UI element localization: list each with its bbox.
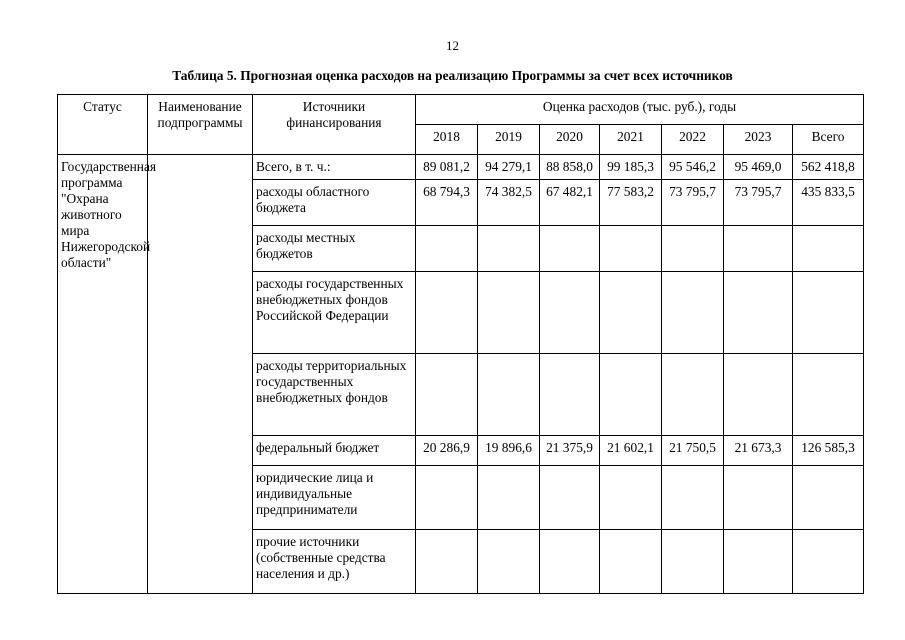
expense-estimate-table — [57, 94, 864, 594]
year-value: 99 185,3 — [600, 155, 662, 180]
funding-source: расходы территориальных государственных внебюджетных фондов — [253, 354, 416, 436]
year-value — [662, 226, 724, 272]
page-number: 12 — [446, 38, 459, 53]
year-value: 21 375,9 — [540, 436, 600, 466]
year-value: 74 382,5 — [478, 180, 540, 226]
year-value — [600, 354, 662, 436]
header-year: 2021 — [600, 125, 662, 155]
total-value: 435 833,5 — [793, 180, 864, 226]
year-value — [478, 466, 540, 530]
total-value — [793, 272, 864, 354]
funding-source: расходы областного бюджета — [253, 180, 416, 226]
year-value — [540, 466, 600, 530]
year-value: 21 673,3 — [724, 436, 793, 466]
total-value: 126 585,3 — [793, 436, 864, 466]
year-value — [662, 530, 724, 594]
year-value — [600, 226, 662, 272]
total-value — [793, 226, 864, 272]
header-year: 2018 — [416, 125, 478, 155]
year-value — [600, 272, 662, 354]
funding-source: расходы местных бюджетов — [253, 226, 416, 272]
year-value — [662, 272, 724, 354]
year-value: 88 858,0 — [540, 155, 600, 180]
year-value — [416, 354, 478, 436]
year-value — [724, 466, 793, 530]
year-value — [540, 354, 600, 436]
year-value — [724, 226, 793, 272]
year-value — [662, 466, 724, 530]
year-value — [540, 272, 600, 354]
table-row — [58, 155, 864, 180]
funding-source: прочие источники (собственные средства населения и др.) — [253, 530, 416, 594]
year-value — [416, 226, 478, 272]
year-value: 19 896,6 — [478, 436, 540, 466]
year-value: 94 279,1 — [478, 155, 540, 180]
year-value — [600, 466, 662, 530]
year-value — [724, 272, 793, 354]
year-value — [724, 354, 793, 436]
year-value — [540, 226, 600, 272]
year-value — [478, 226, 540, 272]
year-value — [416, 272, 478, 354]
year-value: 95 546,2 — [662, 155, 724, 180]
year-value: 20 286,9 — [416, 436, 478, 466]
header-status: Статус — [58, 95, 148, 155]
header-year: 2019 — [478, 125, 540, 155]
year-value: 67 482,1 — [540, 180, 600, 226]
year-value — [416, 466, 478, 530]
year-value — [540, 530, 600, 594]
funding-source: расходы государственных внебюджетных фондов Российской Федерации — [253, 272, 416, 354]
year-value: 73 795,7 — [662, 180, 724, 226]
total-value — [793, 354, 864, 436]
year-value — [416, 530, 478, 594]
year-value — [478, 354, 540, 436]
header-year: 2022 — [662, 125, 724, 155]
header-sources: Источники финансирования — [253, 95, 416, 155]
header-year: 2023 — [724, 125, 793, 155]
header-estimate: Оценка расходов (тыс. руб.), годы — [416, 95, 864, 125]
year-value: 77 583,2 — [600, 180, 662, 226]
year-value — [600, 530, 662, 594]
total-value: 562 418,8 — [793, 155, 864, 180]
header-total: Всего — [793, 125, 864, 155]
funding-source: Всего, в т. ч.: — [253, 155, 416, 180]
year-value — [724, 530, 793, 594]
header-year: 2020 — [540, 125, 600, 155]
header-subprogram: Наименование подпрограммы — [148, 95, 253, 155]
year-value — [478, 272, 540, 354]
year-value — [662, 354, 724, 436]
program-status: Государственная программа "Охрана животного мира Нижегородской области" — [58, 155, 148, 594]
subprogram-name — [148, 155, 253, 594]
funding-source: федеральный бюджет — [253, 436, 416, 466]
year-value: 21 602,1 — [600, 436, 662, 466]
table-caption: Таблица 5. Прогнозная оценка расходов на реализацию Программы за счет всех источников — [172, 68, 733, 83]
year-value — [478, 530, 540, 594]
total-value — [793, 466, 864, 530]
year-value: 95 469,0 — [724, 155, 793, 180]
funding-source: юридические лица и индивидуальные предприниматели — [253, 466, 416, 530]
year-value: 73 795,7 — [724, 180, 793, 226]
year-value: 68 794,3 — [416, 180, 478, 226]
year-value: 21 750,5 — [662, 436, 724, 466]
year-value: 89 081,2 — [416, 155, 478, 180]
total-value — [793, 530, 864, 594]
